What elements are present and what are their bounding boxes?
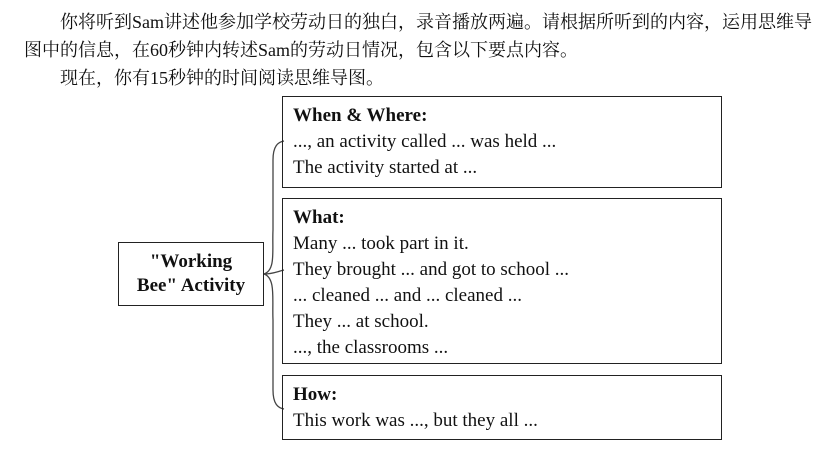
what-line: They brought ... and got to school ... <box>293 259 569 280</box>
what-line: ..., the classrooms ... <box>293 337 449 358</box>
how-heading: How: <box>293 384 338 405</box>
when-where-line: ..., an activity called ... was held ... <box>293 131 557 152</box>
center-topic-line1: "Working <box>149 251 233 272</box>
when-where-box <box>282 96 722 188</box>
what-heading: What: <box>293 207 345 228</box>
center-topic-line2: Bee" Activity <box>136 275 246 296</box>
what-line: ... cleaned ... and ... cleaned ... <box>293 285 522 306</box>
when-where-heading: When & Where: <box>293 105 428 126</box>
what-line: They ... at school. <box>293 311 429 332</box>
how-box <box>282 375 722 440</box>
instruction-paragraph: 你将听到Sam讲述他参加学校劳动日的独白，录音播放两遍。请根据所听到的内容，运用思维导图中的信息，在60秒钟内转述Sam的劳动日情况，包含以下要点内容。 <box>24 12 812 60</box>
what-line: Many ... took part in it. <box>293 233 469 254</box>
instruction-reading-time: 现在，你有15秒钟的时间阅读思维导图。 <box>60 68 384 88</box>
what-box <box>282 198 722 364</box>
when-where-line: The activity started at ... <box>293 157 478 178</box>
center-topic-box <box>118 242 264 306</box>
how-line: This work was ..., but they all ... <box>293 410 538 431</box>
